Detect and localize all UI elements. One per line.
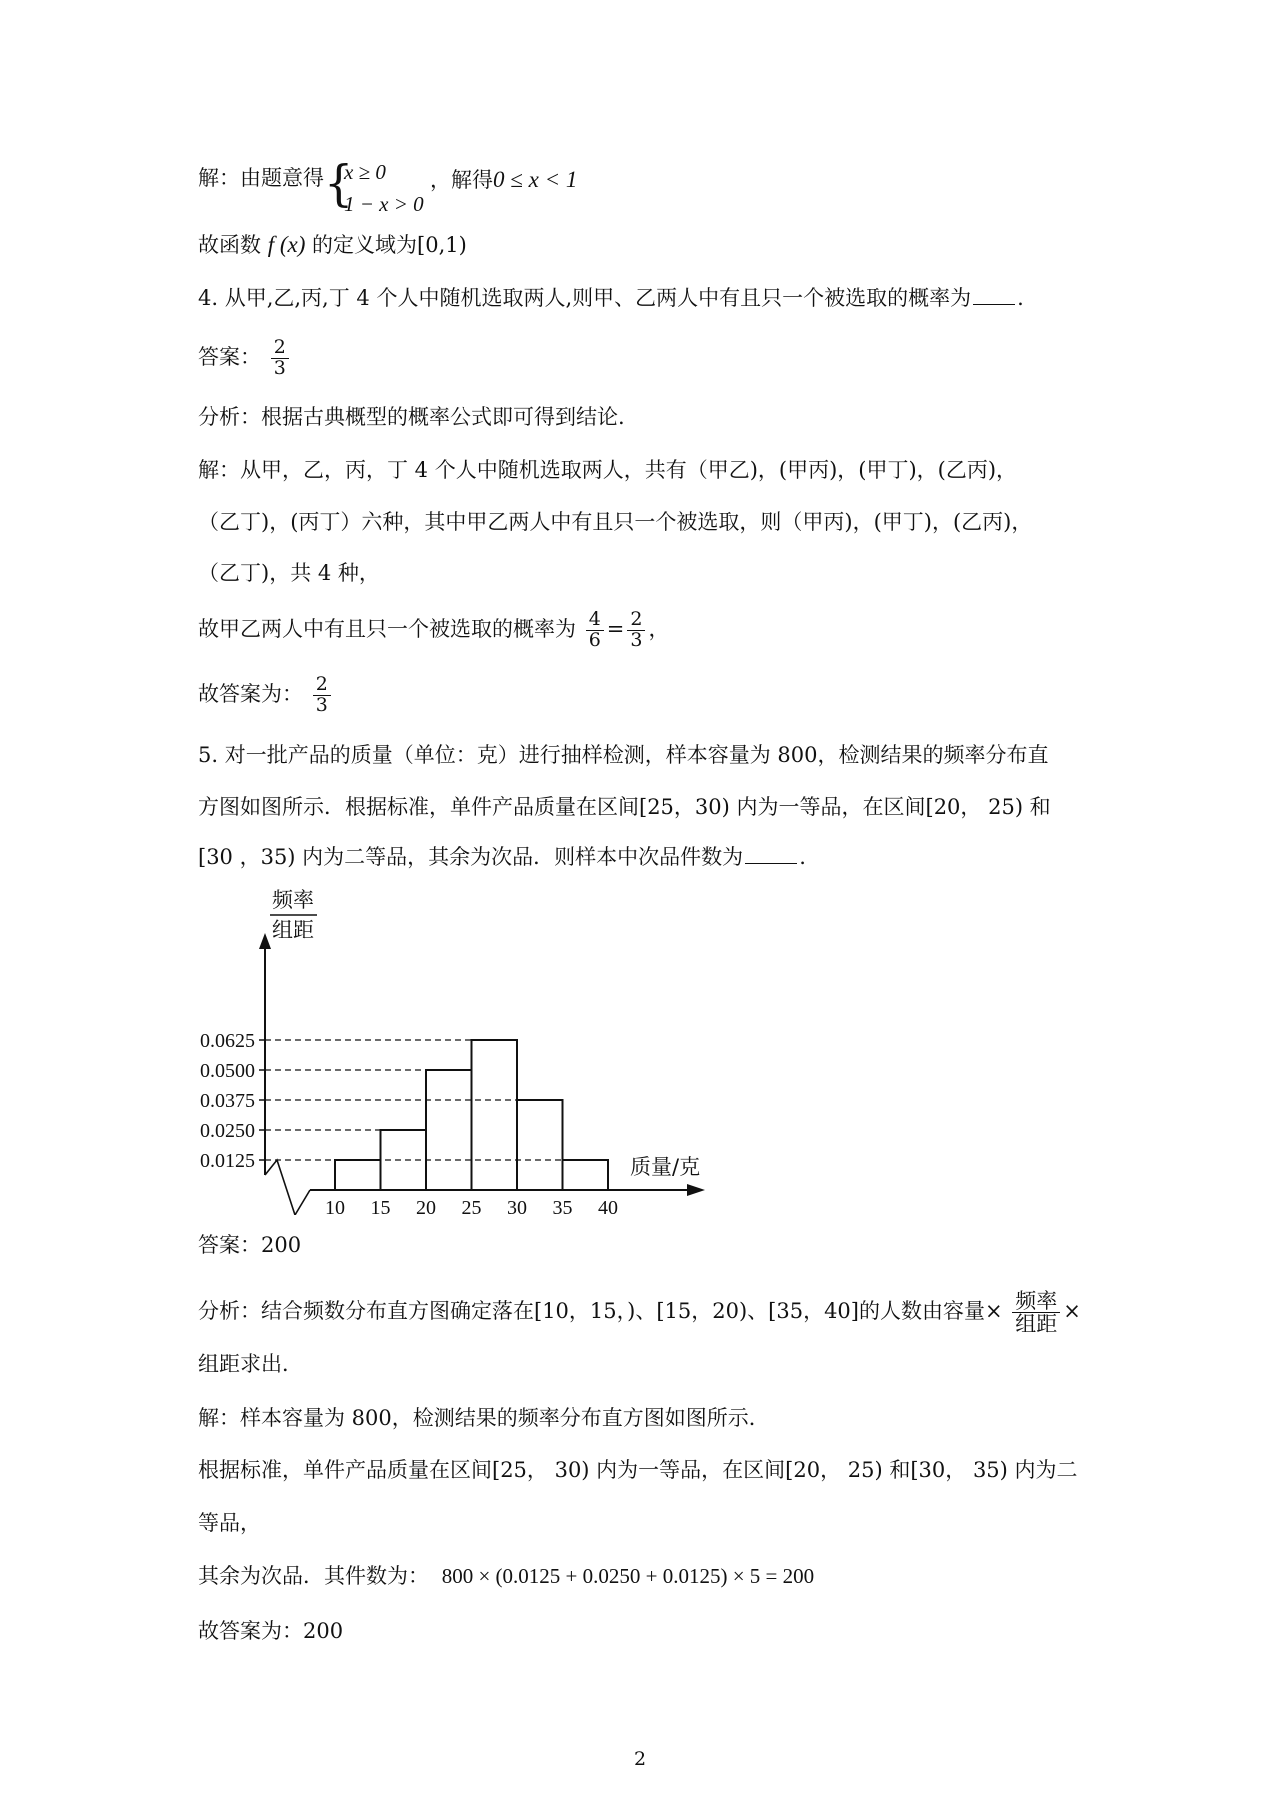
x-tick-label: 35 xyxy=(552,1197,573,1215)
y-tick-label: 0.0625 xyxy=(200,1030,255,1052)
solution-5-line-1: 解：样本容量为 800，检测结果的频率分布直方图如图所示． xyxy=(198,1406,770,1430)
y-tick-label: 0.0500 xyxy=(200,1060,255,1082)
analysis-5-cont: 组距求出． xyxy=(198,1352,303,1376)
question-5-line-3: [30 ，35) 内为二等品，其余为次品．则样本中次品件数为 . xyxy=(198,845,806,869)
answer-fraction: $\frac{2}{3}$ xyxy=(271,338,289,379)
y-tick-label: 0.0125 xyxy=(200,1150,255,1172)
x-tick-label: 30 xyxy=(507,1197,527,1215)
x-tick-label: 20 xyxy=(416,1197,436,1215)
solution-prefix: 解：由题意得 xyxy=(198,166,324,190)
domain-line: 故函数 f (x) 的定义域为[0,1) xyxy=(198,232,467,257)
x-tick-label: 15 xyxy=(370,1197,391,1215)
solution-4-line-3: （乙丁)，共 4 种， xyxy=(198,561,380,585)
system-row-2: 1 − x > 0 xyxy=(344,192,424,216)
system-row-1: x ≥ 0 xyxy=(344,160,386,184)
x-tick-label: 25 xyxy=(461,1197,482,1215)
analysis-4: 分析：根据古典概型的概率公式即可得到结论. xyxy=(198,405,625,429)
y-axis-label-top: 频率 xyxy=(272,888,314,912)
x-axis-arrow-icon xyxy=(687,1184,705,1196)
final-fraction: $\frac{2}{3}$ xyxy=(313,675,331,716)
histogram-bar xyxy=(472,1040,518,1190)
x-tick-label: 40 xyxy=(598,1197,618,1215)
answer-blank-5 xyxy=(745,863,797,864)
question-5-line-1: 5. 对一批产品的质量（单位：克）进行抽样检测，样本容量为 800，检测结果的频率分布直 xyxy=(198,743,1049,767)
solution-result: ，解得0 ≤ x < 1 xyxy=(430,167,578,192)
solution-5-line-2: 根据标准，单件产品质量在区间[25， 30) 内为一等品，在区间[20， 25) 和[30， 35) 内为二 xyxy=(198,1458,1078,1482)
histogram-bar xyxy=(563,1160,609,1190)
left-brace-icon: { xyxy=(324,154,354,212)
solution-5-line-3: 等品， xyxy=(198,1511,261,1535)
axis-break-icon xyxy=(265,1160,310,1215)
fraction-2-3: $\frac{2}{3}$ xyxy=(627,610,645,651)
y-tick-label: 0.0250 xyxy=(200,1120,255,1142)
y-axis-label-bottom: 组距 xyxy=(272,918,314,942)
answer-4: 答案： $\frac{2}{3}$ xyxy=(198,338,292,379)
y-tick-label: 0.0375 xyxy=(200,1090,255,1112)
question-4: 4. 从甲,乙,丙,丁 4 个人中随机选取两人,则甲、乙两人中有且只一个被选取的概率为 . xyxy=(198,286,1024,310)
y-axis-arrow-icon xyxy=(259,933,271,949)
x-tick-label: 10 xyxy=(325,1197,345,1215)
solution-5-line-4: 其余为次品．其件数为： 800 × (0.0125 + 0.0250 + 0.0125) × 5 = 200 xyxy=(198,1564,815,1588)
histogram-bar xyxy=(335,1160,381,1190)
answer-blank xyxy=(973,304,1015,305)
count-formula: 800 × (0.0125 + 0.0250 + 0.0125) × 5 = 200 xyxy=(441,1564,815,1588)
fraction-4-6: $\frac{4}{6}$ xyxy=(586,610,604,651)
function-symbol: f (x) xyxy=(267,232,306,257)
final-answer-4: 故答案为： $\frac{2}{3}$ xyxy=(198,675,334,716)
answer-5: 答案：200 xyxy=(198,1233,302,1257)
probability-line: 故甲乙两人中有且只一个被选取的概率为 $\frac{4}{6}$ = $\frac{2}{3}$ ， xyxy=(198,608,670,651)
frequency-histogram xyxy=(195,885,735,1215)
freq-over-width-fraction: $\frac{\text{频率}}{\text{组距}}$ xyxy=(1012,1290,1060,1335)
solution-inequality: 0 ≤ x < 1 xyxy=(493,167,578,192)
page-number: 2 xyxy=(633,1748,647,1770)
histogram-bar xyxy=(517,1100,563,1190)
solution-4-line-2: （乙丁)，(丙丁）六种，其中甲乙两人中有且只一个被选取，则（甲丙)，(甲丁)，(乙丙)， xyxy=(198,510,1033,534)
solution-4-line-1: 解：从甲，乙，丙，丁 4 个人中随机选取两人，共有（甲乙)，(甲丙)，(甲丁)，(乙丙)， xyxy=(198,458,1018,482)
x-axis-label: 质量/克 xyxy=(630,1155,701,1179)
analysis-5: 分析：结合频数分布直方图确定落在[10，15，)、[15，20)、[35，40]的人数由容量× $\frac{\text{频率}}{\text{组距}}$ × xyxy=(198,1289,1081,1337)
solution-line-1 xyxy=(198,168,324,189)
question-5-line-2: 方图如图所示．根据标准，单件产品质量在区间[25，30) 内为一等品，在区间[20， 25) 和 xyxy=(198,795,1051,819)
final-answer-5: 故答案为：200 xyxy=(198,1619,344,1643)
histogram-bar xyxy=(426,1070,472,1190)
